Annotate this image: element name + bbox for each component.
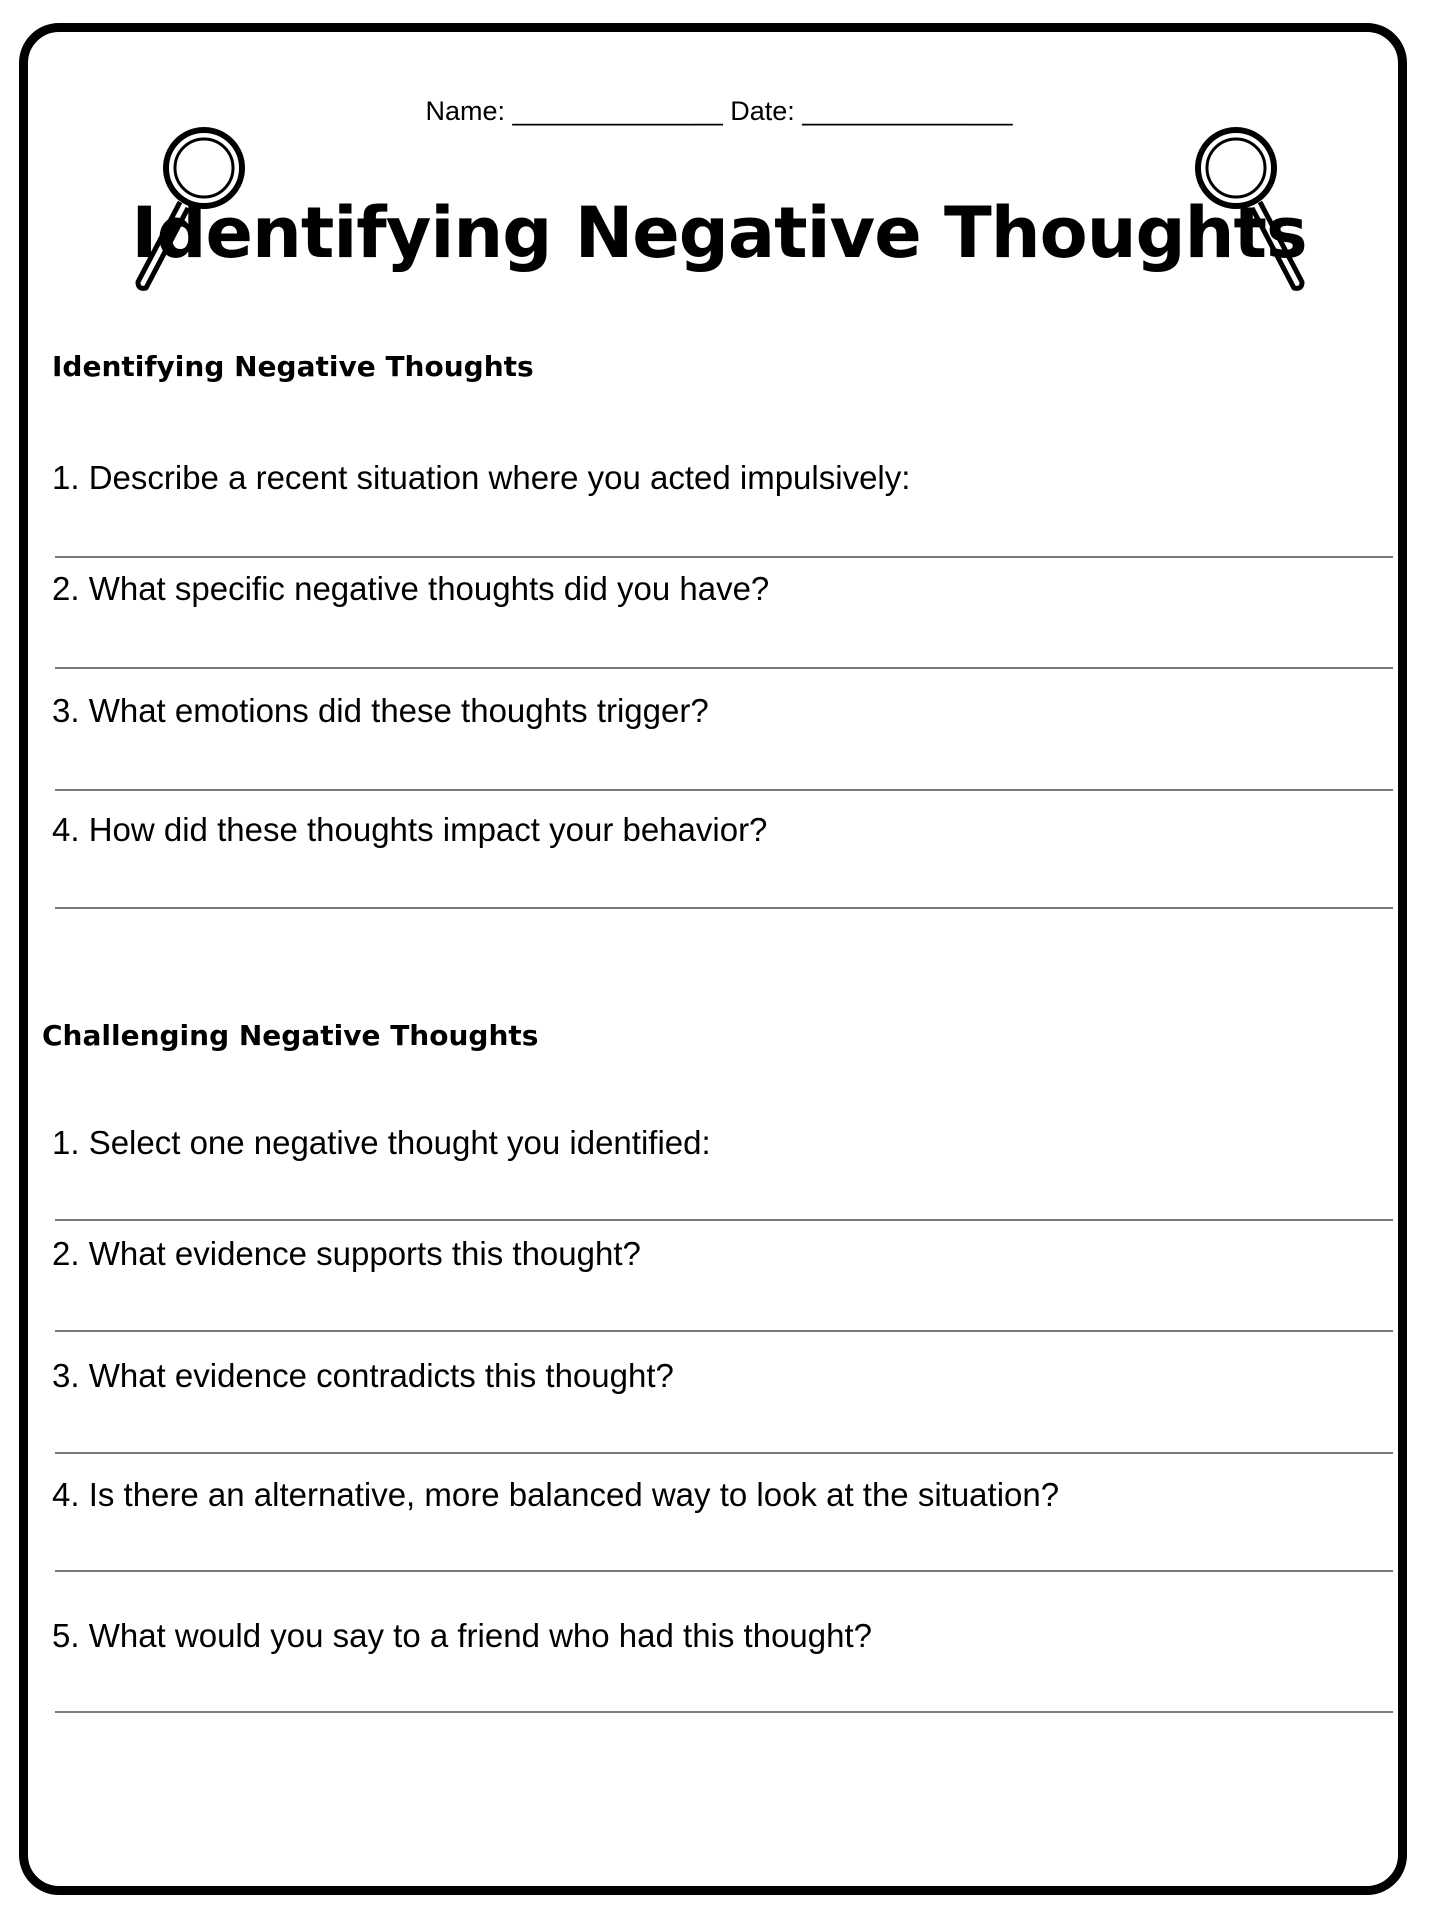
question-label: 2. What specific negative thoughts did you have? [52, 570, 770, 607]
answer-line[interactable] [55, 907, 1393, 909]
answer-line[interactable] [55, 1570, 1393, 1572]
answer-line[interactable] [55, 789, 1393, 791]
answer-line[interactable] [55, 1219, 1393, 1221]
question-label: 3. What emotions did these thoughts trigger? [52, 692, 709, 729]
question-label: 3. What evidence contradicts this thought? [52, 1357, 674, 1394]
section-heading-challenging: Challenging Negative Thoughts [42, 1019, 539, 1052]
question-label: 1. Describe a recent situation where you acted impulsively: [52, 459, 911, 496]
question-label: 1. Select one negative thought you identified: [52, 1124, 711, 1161]
answer-line[interactable] [55, 667, 1393, 669]
answer-line[interactable] [55, 556, 1393, 558]
question-label: 5. What would you say to a friend who had this thought? [52, 1617, 873, 1654]
answer-line[interactable] [55, 1452, 1393, 1454]
page-title: Identifying Negative Thoughts [131, 192, 1307, 274]
answer-line[interactable] [55, 1711, 1393, 1713]
question-label: 4. How did these thoughts impact your behavior? [52, 811, 768, 848]
section-heading-identifying: Identifying Negative Thoughts [52, 350, 534, 383]
question-label: 4. Is there an alternative, more balanced way to look at the situation? [52, 1476, 1060, 1513]
answer-line[interactable] [55, 1330, 1393, 1332]
worksheet-frame [19, 23, 1407, 1895]
question-label: 2. What evidence supports this thought? [52, 1235, 641, 1272]
name-date-line: Name: ______________ Date: ______________ [425, 96, 1013, 126]
